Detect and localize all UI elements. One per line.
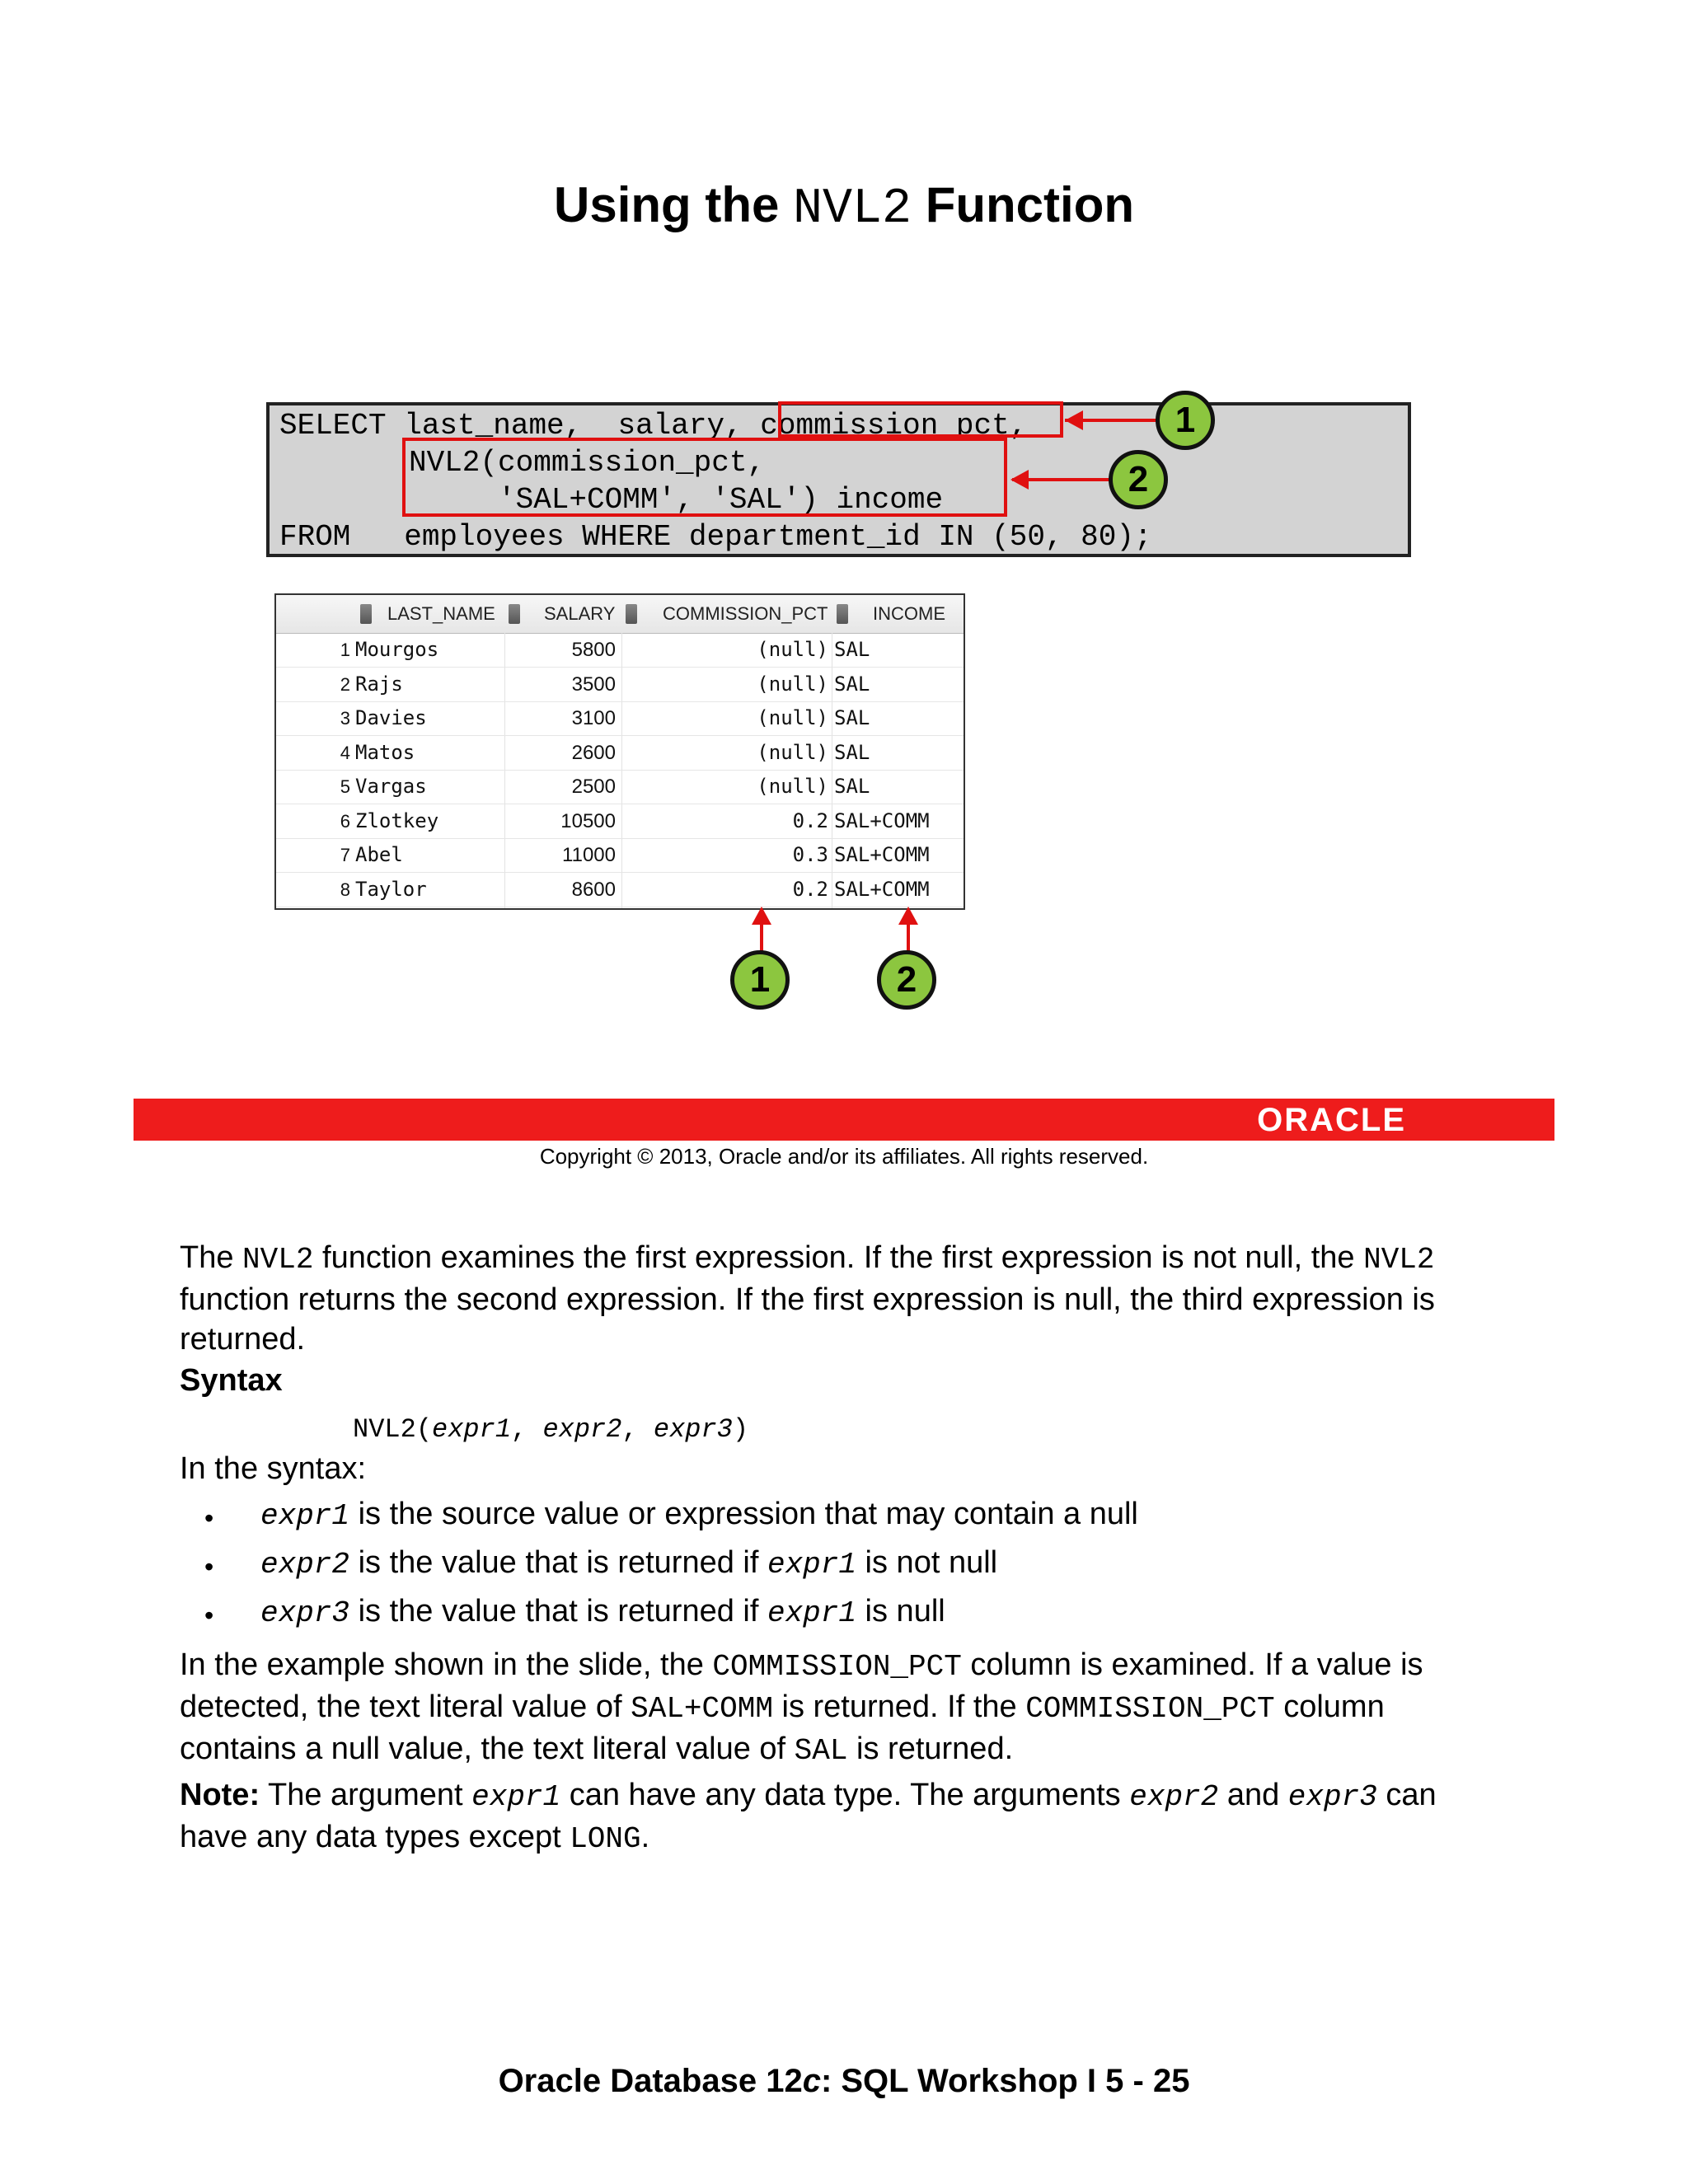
note-paragraph: Note: The argument expr1 can have any data type. The arguments expr2 and expr3 can have any data types except LONG.	[180, 1778, 1437, 1856]
table-row[interactable]	[276, 701, 964, 736]
row-number: 6	[340, 810, 350, 832]
callout-badge-1-bottom: 1	[730, 950, 790, 1010]
cell-commission-pct: (null)	[757, 638, 828, 661]
cell-income: SAL+COMM	[834, 843, 930, 866]
cell-salary: 5800	[571, 639, 616, 661]
sort-icon[interactable]	[626, 604, 637, 624]
header-commission-pct[interactable]: COMMISSION_PCT	[663, 603, 828, 624]
cell-income: SAL+COMM	[834, 877, 930, 901]
cell-commission-pct: 0.2	[792, 808, 828, 832]
row-number: 3	[340, 708, 350, 729]
cell-last-name: Davies	[355, 706, 427, 729]
title-code: NVL2	[793, 181, 912, 237]
cell-salary: 2600	[571, 741, 616, 764]
highlight-box-1	[778, 401, 1063, 438]
row-number: 2	[340, 673, 350, 695]
bullet-dot: •	[204, 1601, 214, 1630]
sql-line-4: FROM employees WHERE department_id IN (50, 80);	[279, 520, 1152, 554]
bullet-expr1: expr1 is the source value or expression that may contain a null	[260, 1497, 1138, 1533]
arrow-3-head	[752, 907, 771, 925]
cell-salary: 11000	[562, 844, 616, 866]
result-grid	[274, 593, 965, 910]
oracle-logo: ORACLE	[1257, 1102, 1406, 1138]
table-row[interactable]	[276, 633, 964, 668]
table-row[interactable]	[276, 770, 964, 804]
in-syntax-label: In the syntax:	[180, 1451, 367, 1486]
page-title: Using the NVL2 Function	[554, 177, 1134, 237]
arrow-4-head	[898, 907, 918, 925]
row-number: 5	[340, 776, 350, 797]
cell-income: SAL	[834, 706, 870, 729]
cell-commission-pct: (null)	[757, 740, 828, 764]
syntax-code: NVL2(expr1, expr2, expr3)	[353, 1414, 749, 1445]
cell-last-name: Mourgos	[355, 638, 439, 661]
cell-last-name: Zlotkey	[355, 808, 439, 832]
cell-last-name: Taylor	[355, 877, 427, 901]
paragraph-intro: The NVL2 function examines the first expression. If the first expression is not null, the NVL2 function returns the second expression. If the first expression is null, the third expression is returned.	[180, 1240, 1435, 1357]
cell-salary: 8600	[571, 878, 616, 901]
header-income[interactable]: INCOME	[873, 603, 945, 624]
bullet-expr2: expr2 is the value that is returned if expr1 is not null	[260, 1545, 998, 1582]
sql-line-3: 'SAL+COMM', 'SAL') income	[498, 483, 944, 517]
sort-icon[interactable]	[509, 604, 520, 624]
cell-income: SAL	[834, 638, 870, 661]
cell-last-name: Matos	[355, 740, 415, 764]
sort-icon[interactable]	[360, 604, 372, 624]
table-row[interactable]	[276, 838, 964, 873]
cell-income: SAL	[834, 672, 870, 696]
cell-commission-pct: (null)	[757, 706, 828, 729]
cell-salary: 10500	[560, 809, 616, 832]
cell-salary: 3100	[571, 707, 616, 729]
cell-income: SAL	[834, 775, 870, 798]
row-number: 8	[340, 879, 350, 900]
cell-salary: 2500	[571, 776, 616, 798]
bullet-dot: •	[204, 1503, 214, 1533]
callout-badge-2-bottom: 2	[877, 950, 936, 1010]
row-number: 7	[340, 845, 350, 865]
table-row[interactable]	[276, 736, 964, 771]
callout-badge-2: 2	[1109, 450, 1168, 509]
cell-commission-pct: 0.2	[792, 877, 828, 901]
oracle-band	[134, 1099, 1554, 1141]
cell-last-name: Vargas	[355, 775, 427, 798]
highlight-box-2	[402, 438, 1007, 517]
callout-badge-1: 1	[1156, 391, 1215, 450]
table-row[interactable]	[276, 873, 964, 907]
sql-line-1: SELECT last_name, salary, commission_pct,	[279, 409, 1028, 443]
sort-icon[interactable]	[837, 604, 848, 624]
copyright: Copyright © 2013, Oracle and/or its affiliates. All rights reserved.	[539, 1144, 1149, 1169]
grid-header	[276, 595, 964, 634]
cell-income: SAL	[834, 740, 870, 764]
cell-income: SAL+COMM	[834, 808, 930, 832]
cell-commission-pct: (null)	[757, 672, 828, 696]
bullet-expr3: expr3 is the value that is returned if expr1 is null	[260, 1594, 945, 1630]
cell-last-name: Rajs	[355, 672, 403, 696]
bullet-dot: •	[204, 1552, 214, 1582]
cell-commission-pct: 0.3	[792, 843, 828, 866]
cell-commission-pct: (null)	[757, 775, 828, 798]
footer: Oracle Database 12c: SQL Workshop I 5 - 25	[498, 2063, 1190, 2099]
header-last-name[interactable]: LAST_NAME	[387, 603, 495, 624]
arrow-2-head	[1010, 470, 1029, 490]
table-row[interactable]	[276, 668, 964, 702]
cell-last-name: Abel	[355, 843, 403, 866]
row-number: 4	[340, 742, 350, 763]
cell-salary: 3500	[571, 673, 616, 696]
arrow-1-head	[1065, 410, 1083, 430]
header-salary[interactable]: SALARY	[544, 603, 616, 624]
syntax-heading: Syntax	[180, 1363, 283, 1398]
paragraph-example: In the example shown in the slide, the COMMISSION_PCT column is examined. If a value is detected, the text literal value of SAL+COMM is returned. If the COMMISSION_PCT column contains a null value, the text literal value of SAL is returned.	[180, 1647, 1423, 1768]
table-row[interactable]	[276, 804, 964, 839]
sql-line-2: NVL2(commission_pct,	[409, 446, 766, 480]
row-number: 1	[340, 640, 350, 660]
